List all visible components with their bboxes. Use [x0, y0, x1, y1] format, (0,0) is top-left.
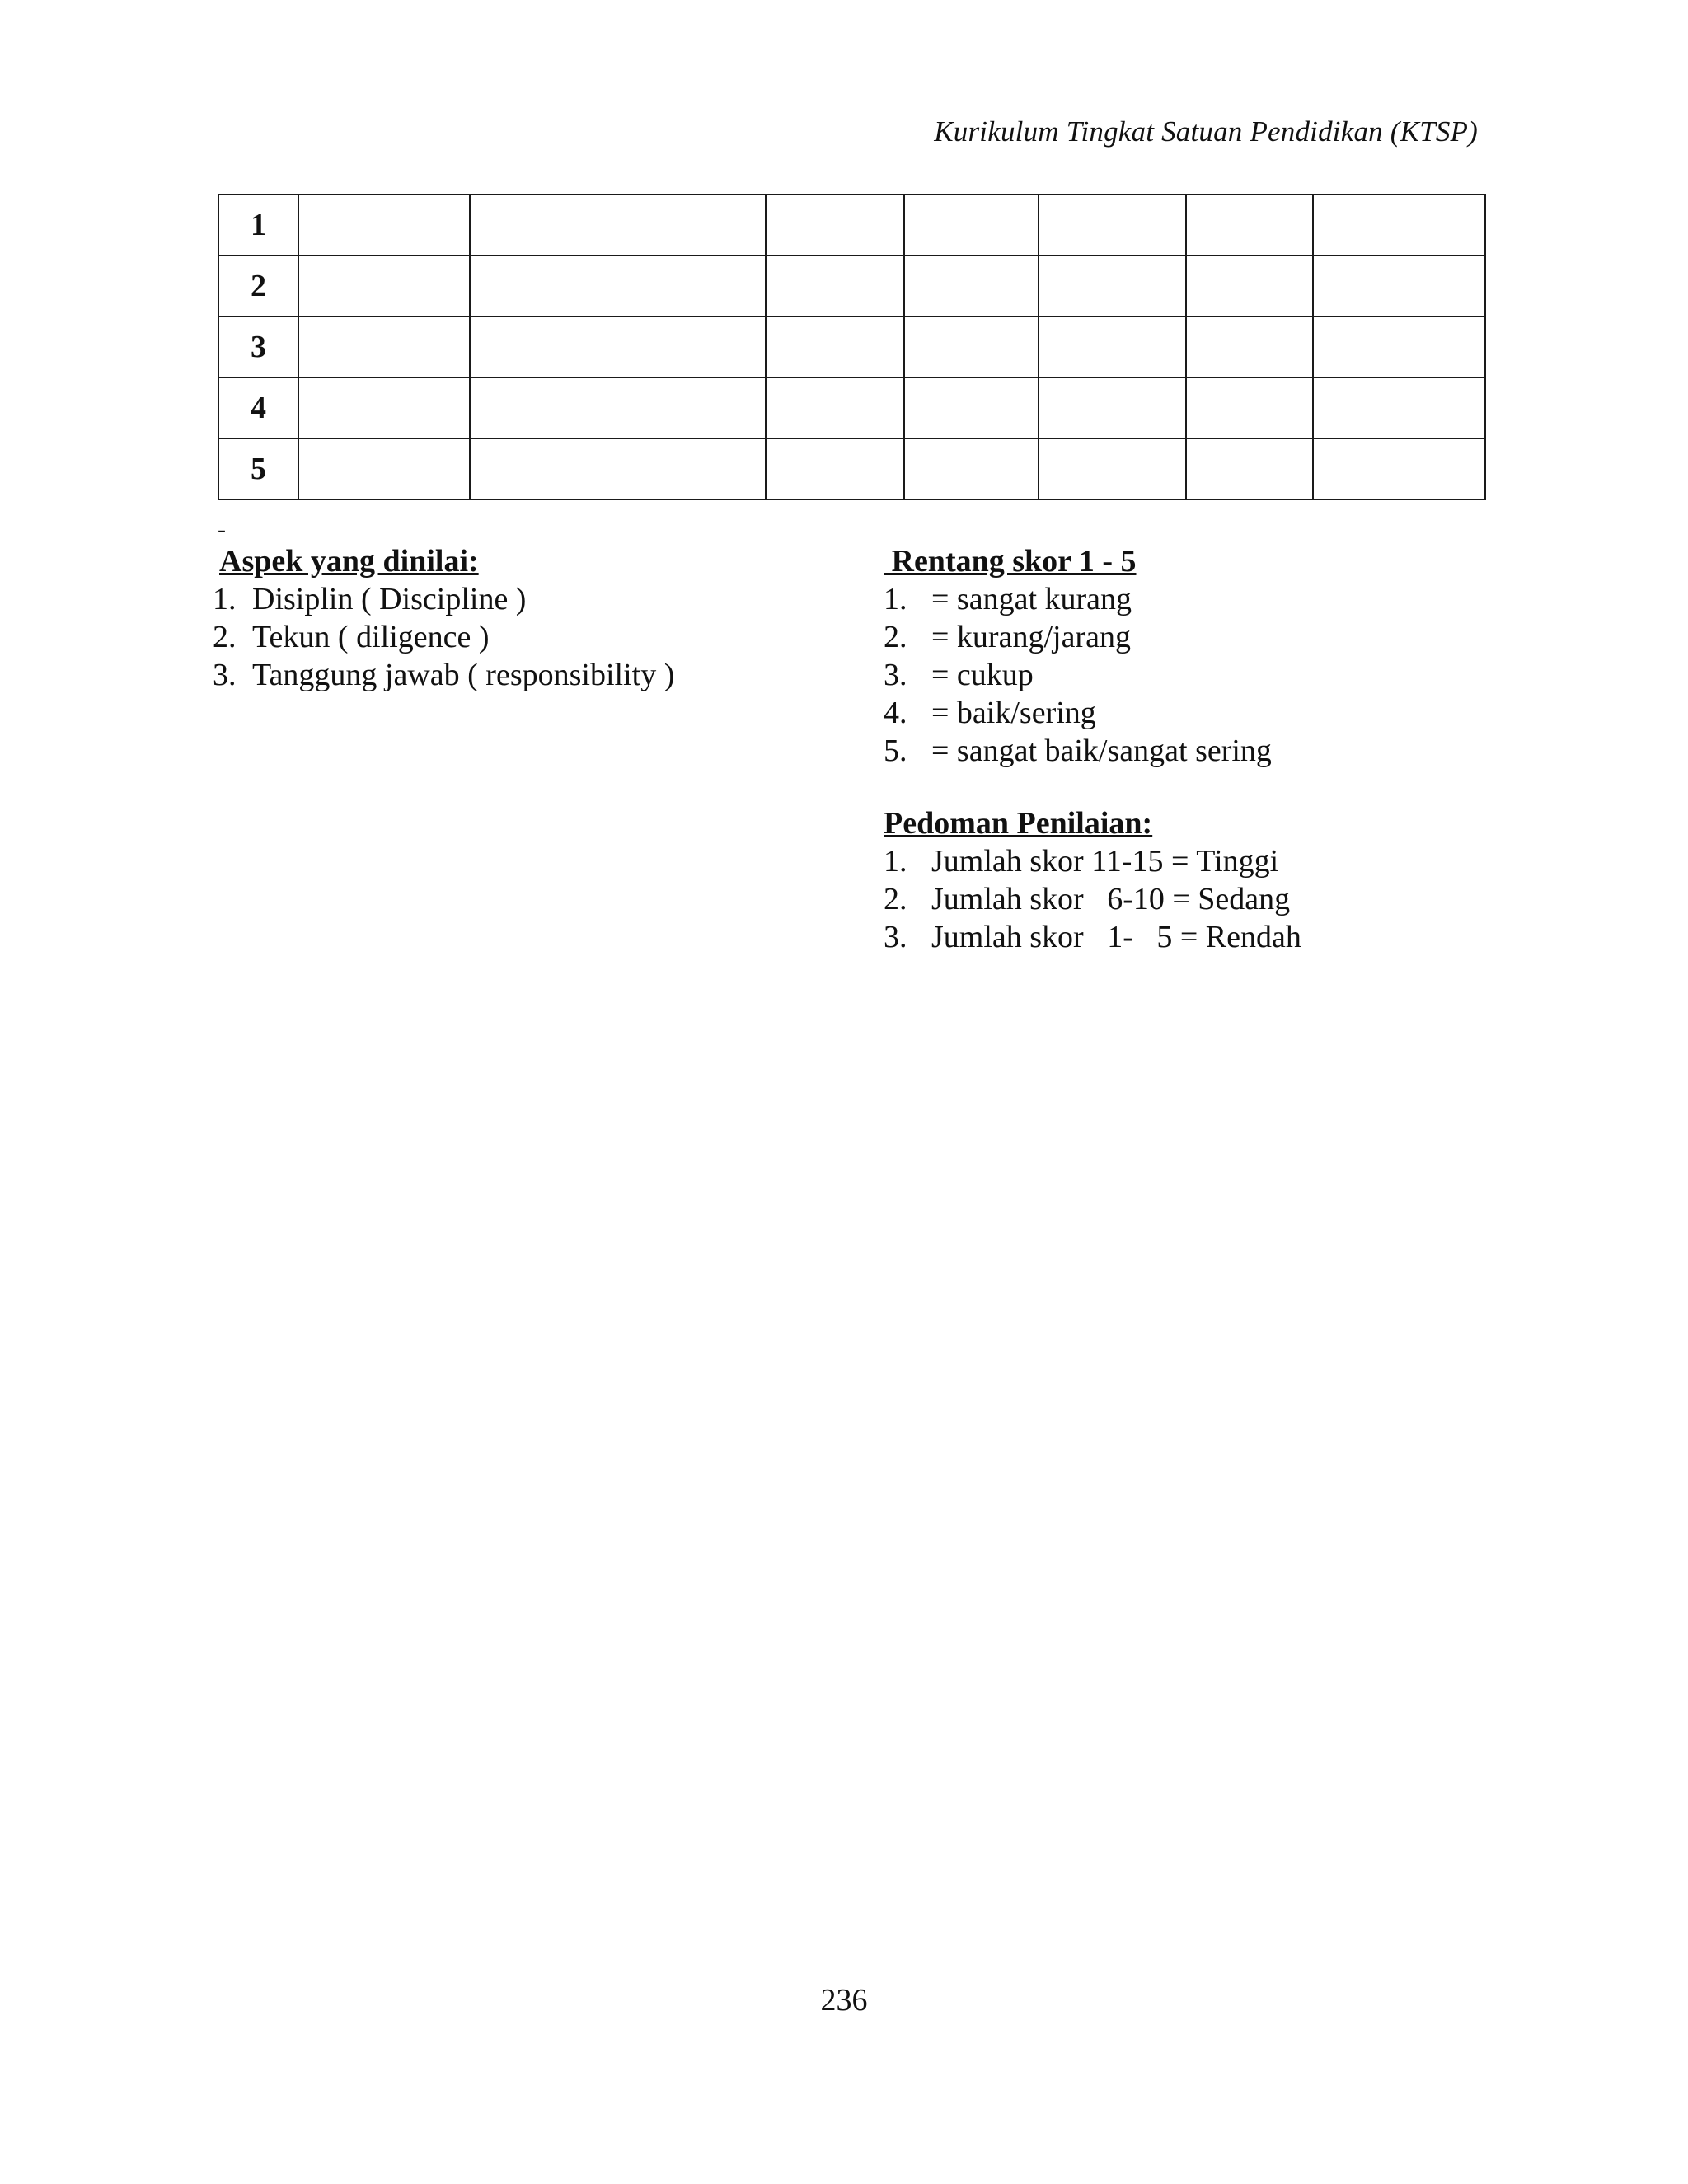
list-item-number: 1.	[884, 844, 907, 879]
list-item	[213, 618, 674, 656]
table-cell	[1313, 194, 1485, 255]
list-item-number: 2.	[884, 882, 907, 916]
assessed-aspects-list	[213, 580, 674, 694]
list-item-number: 5.	[884, 733, 907, 768]
list-item-text: = kurang/jarang	[931, 620, 1131, 654]
list-item-number: 1.	[213, 582, 237, 616]
list-item-text: = cukup	[931, 658, 1034, 692]
list-item-number: 2.	[884, 620, 907, 654]
table-cell	[470, 316, 766, 377]
score-range-list	[884, 580, 1272, 770]
table-cell	[298, 316, 470, 377]
list-item-text: Tekun ( diligence )	[252, 620, 490, 654]
list-item-number: 1.	[884, 582, 907, 616]
list-item-text: Disiplin ( Discipline )	[252, 582, 527, 616]
row-number: 5	[218, 438, 298, 499]
table-cell	[1186, 255, 1313, 316]
table-cell	[904, 194, 1039, 255]
list-item-text: Jumlah skor 11-15 = Tinggi	[931, 844, 1279, 879]
list-item-number: 4.	[884, 696, 907, 730]
table-cell	[1313, 316, 1485, 377]
list-item-number: 3.	[884, 658, 907, 692]
table-cell	[298, 194, 470, 255]
list-item	[884, 918, 1301, 956]
row-number: 3	[218, 316, 298, 377]
list-item-text: = sangat kurang	[931, 582, 1132, 616]
table-cell	[766, 316, 904, 377]
score-range-title: Rentang skor 1 - 5	[884, 544, 1137, 579]
assessed-aspects-section	[213, 542, 674, 694]
table-cell	[766, 438, 904, 499]
table-cell	[766, 255, 904, 316]
stray-dash-mark: -	[218, 516, 226, 543]
table-cell	[1186, 316, 1313, 377]
list-item	[884, 656, 1272, 694]
table-row	[218, 194, 1485, 255]
row-number: 1	[218, 194, 298, 255]
table-cell	[298, 255, 470, 316]
list-item-text: Tanggung jawab ( responsibility )	[252, 658, 675, 692]
page-number: 236	[820, 1983, 868, 2018]
table-cell	[904, 438, 1039, 499]
table-cell	[904, 377, 1039, 438]
table-cell	[1186, 377, 1313, 438]
list-item-text: = baik/sering	[931, 696, 1096, 730]
list-item-number: 3.	[213, 658, 237, 692]
list-item	[884, 694, 1272, 732]
assessment-guidelines-list	[884, 842, 1301, 956]
table-cell	[470, 438, 766, 499]
row-number: 2	[218, 255, 298, 316]
assessment-guidelines-section	[884, 804, 1301, 956]
table-cell	[1186, 438, 1313, 499]
assessment-guidelines-title: Pedoman Penilaian:	[884, 806, 1153, 841]
table-cell	[1039, 377, 1186, 438]
list-item-number: 2.	[213, 620, 237, 654]
table-cell	[904, 316, 1039, 377]
list-item-number: 3.	[884, 920, 907, 954]
table-cell	[1313, 377, 1485, 438]
table-cell	[298, 377, 470, 438]
table-cell	[766, 377, 904, 438]
list-item	[213, 656, 674, 694]
table-cell	[1313, 255, 1485, 316]
table-cell	[904, 255, 1039, 316]
list-item-text: Jumlah skor 1- 5 = Rendah	[931, 920, 1301, 954]
table-cell	[1039, 194, 1186, 255]
score-range-section	[884, 542, 1272, 770]
table-cell	[470, 194, 766, 255]
running-header: Kurikulum Tingkat Satuan Pendidikan (KTSP)	[934, 115, 1478, 148]
list-item	[884, 618, 1272, 656]
table-cell	[1186, 194, 1313, 255]
list-item-text: = sangat baik/sangat sering	[931, 733, 1272, 768]
table-row	[218, 377, 1485, 438]
table-cell	[470, 377, 766, 438]
table-cell	[470, 255, 766, 316]
table-row	[218, 438, 1485, 499]
table-cell	[298, 438, 470, 499]
table-cell	[1039, 316, 1186, 377]
table-cell	[1313, 438, 1485, 499]
list-item	[884, 732, 1272, 770]
table-row	[218, 316, 1485, 377]
list-item	[884, 842, 1301, 880]
list-item	[884, 580, 1272, 618]
row-number: 4	[218, 377, 298, 438]
list-item	[884, 880, 1301, 918]
table-cell	[766, 194, 904, 255]
table-row	[218, 255, 1485, 316]
list-item	[213, 580, 674, 618]
assessment-table	[218, 194, 1486, 500]
table-cell	[1039, 438, 1186, 499]
assessed-aspects-title: Aspek yang dinilai:	[219, 544, 479, 579]
table-cell	[1039, 255, 1186, 316]
list-item-text: Jumlah skor 6-10 = Sedang	[931, 882, 1291, 916]
